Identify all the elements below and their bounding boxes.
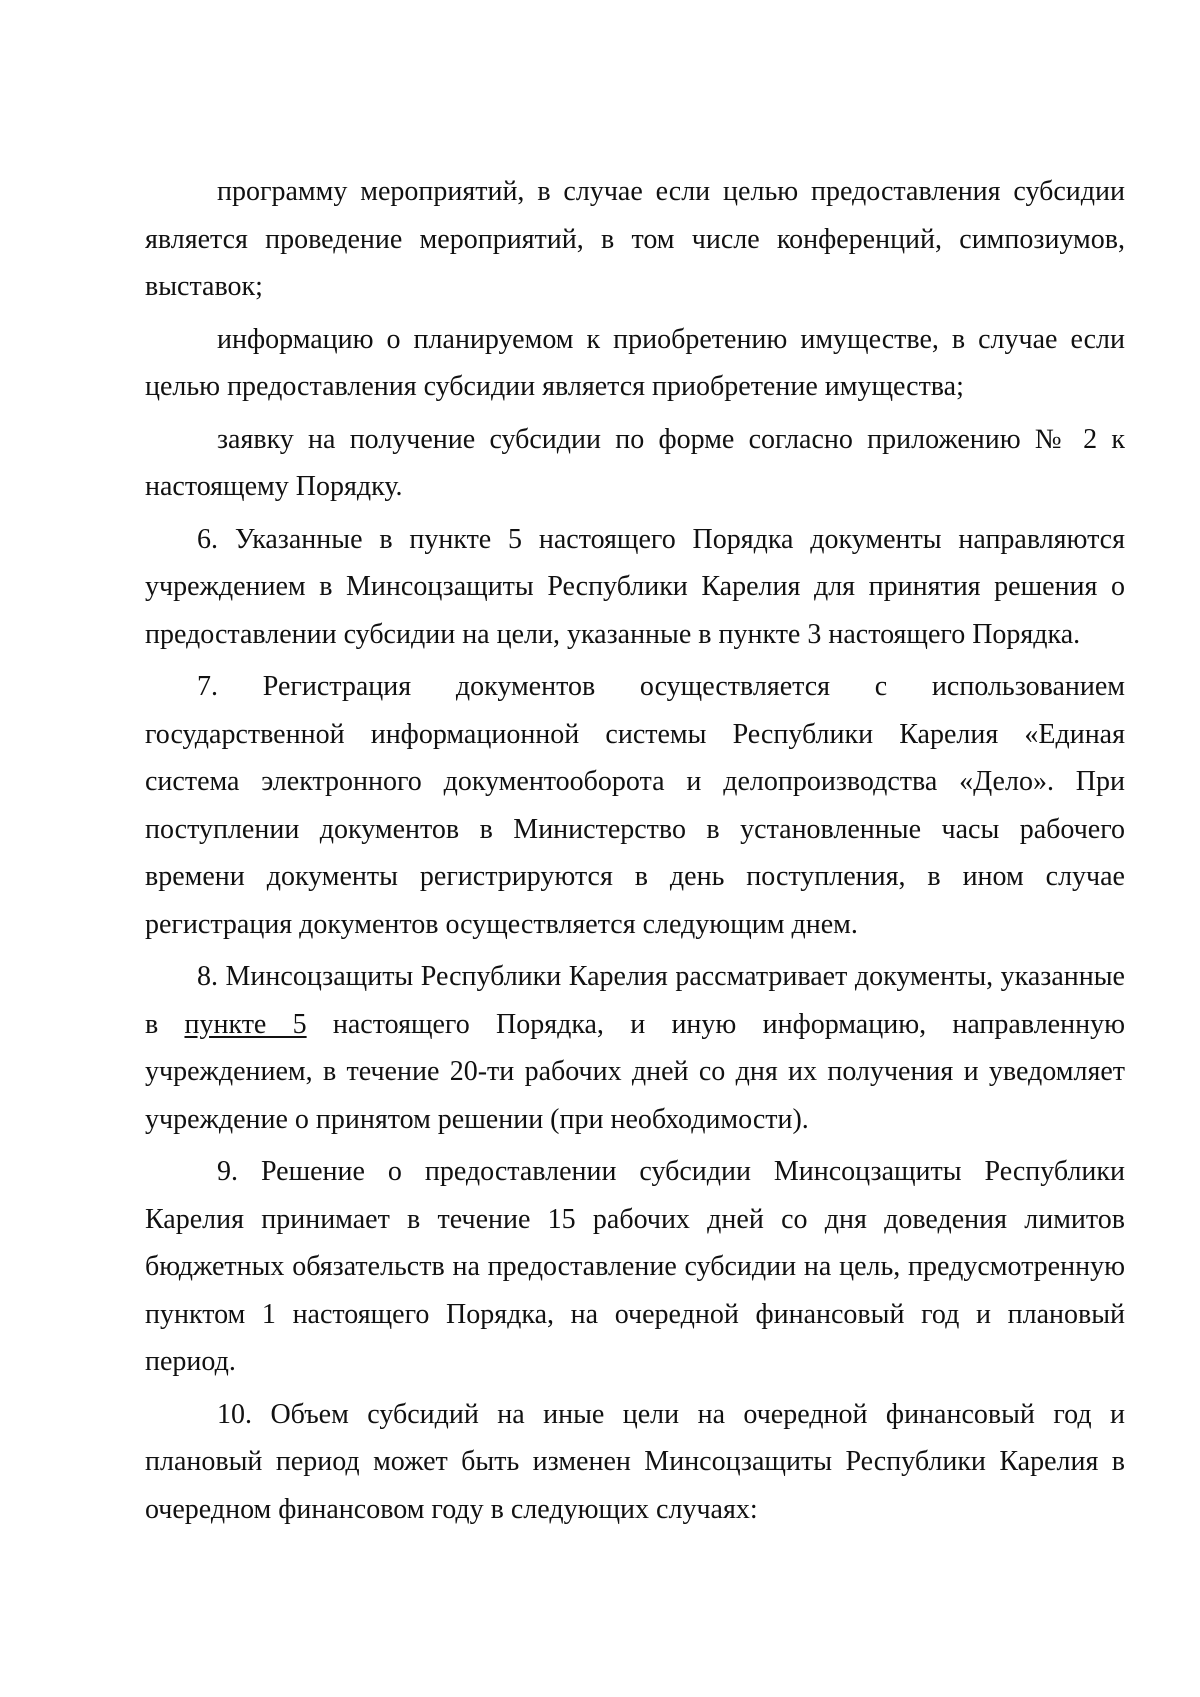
- paragraph-item-6: 6. Указанные в пункте 5 настоящего Порядка документы направляются учреждением в Минсоцзащиты Республики Карелия для принятия решения о предоставлении субсидии на цели, указанные в пункте 3 настоящего Порядка.: [145, 523, 1125, 650]
- document-page: [145, 168, 1125, 1538]
- paragraph-event-program: программу мероприятий, в случае если целью предоставления субсидии является проведение мероприятий, в том числе конференций, симпозиумов, выставок;: [145, 176, 1125, 302]
- clause-5-link[interactable]: пункте 5: [184, 1008, 307, 1040]
- paragraph-application: заявку на получение субсидии по форме согласно приложению № 2 к настоящему Порядку.: [145, 423, 1125, 502]
- paragraph-item-10: 10. Объем субсидий на иные цели на очередной финансовый год и плановый период может быть изменен Минсоцзащиты Республики Карелия в очередном финансовом году в следующих случаях:: [145, 1398, 1125, 1525]
- paragraph-item-8-end: настоящего Порядка, и иную информацию, направленную учреждением, в течение 20-ти рабочих дней со дня их получения и уведомляет учреждение о принятом решении (при необходимости).: [145, 1008, 1125, 1135]
- paragraph-item-8-start: 8. Минсоцзащиты Республики Карелия рассматривает документы, указанные в: [145, 961, 1125, 1040]
- paragraph-item-8: [145, 953, 1125, 1143]
- paragraph-item-9: 9. Решение о предоставлении субсидии Минсоцзащиты Республики Карелия принимает в течение 15 рабочих дней со дня доведения лимитов бюджетных обязательств на предоставление субсидии на цель, предусмотренную пунктом 1 настоящего Порядка, на очередной финансовый год и плановый период.: [145, 1156, 1125, 1377]
- paragraph-item-7: 7. Регистрация документов осуществляется с использованием государственной информационной системы Республики Карелия «Единая система электронного документооборота и делопроизводства «Дело». При поступлении документов в Министерство в установленные часы рабочего времени документы регистрируются в день поступления, в ином случае регистрация документов осуществляется следующим днем.: [145, 671, 1125, 940]
- paragraph-property-info: информацию о планируемом к приобретению имуществе, в случае если целью предоставления субсидии является приобретение имущества;: [145, 323, 1125, 402]
